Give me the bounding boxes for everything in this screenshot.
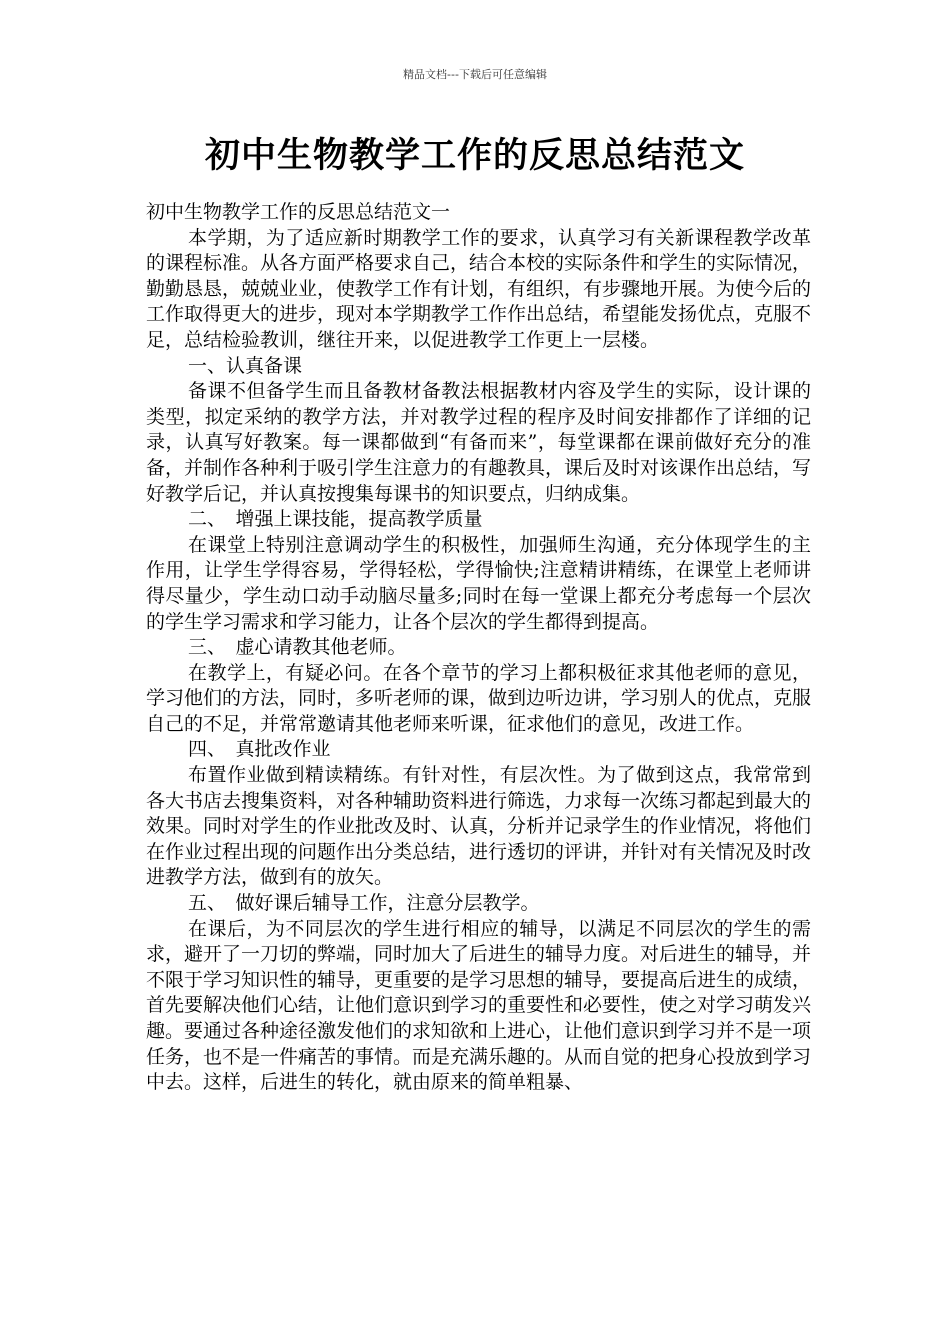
section-heading-1: 一、认真备课 [188,354,303,377]
section-heading-5: 五、 做好课后辅导工作，注意分层教学。 [188,892,540,915]
section-paragraph-1: 备课不但备学生而且备教材备教法根据教材内容及学生的实际，设计课的类型，拟定采纳的教学方法，并对教学过程的程序及时间安排都作了详细的记录，认真写好教案。每一课都做到“有备而来”，每堂课都在课前做好充分的准备，并制作各种利于吸引学生注意力的有趣教具，课后及时对该课作出总结，写好教学后记，并认真按搜集每课书的知识要点，归纳成集。 [146,380,812,505]
intro-paragraph: 本学期，为了适应新时期教学工作的要求，认真学习有关新课程教学改革的课程标准。从各方面严格要求自己，结合本校的实际条件和学生的实际情况，勤勤恳恳，兢兢业业，使教学工作有计划，有组织，有步骤地开展。为使今后的工作取得更大的进步，现对本学期教学工作作出总结，希望能发扬优点，克服不足，总结检验教训，继往开来，以促进教学工作更上一层楼。 [146,226,812,351]
section-heading-4: 四、 真批改作业 [188,738,331,761]
section-paragraph-2: 在课堂上特别注意调动学生的积极性，加强师生沟通，充分体现学生的主作用，让学生学得容易，学得轻松，学得愉快;注意精讲精练，在课堂上老师讲得尽量少，学生动口动手动脑尽量多;同时在每一堂课上都充分考虑每一个层次的学生学习需求和学习能力，让各个层次的学生都得到提高。 [146,533,811,633]
document-body [146,200,811,1096]
section-heading-2: 二、 增强上课技能，提高教学质量 [188,508,483,531]
document-subtitle: 初中生物教学工作的反思总结范文一 [146,201,451,223]
section-heading-3: 三、 虚心请教其他老师。 [188,636,407,659]
document-title: 初中生物教学工作的反思总结范文 [204,136,745,176]
section-paragraph-3: 在教学上，有疑必问。在各个章节的学习上都积极征求其他老师的意见，学习他们的方法，同时，多听老师的课，做到边听边讲，学习别人的优点，克服自己的不足，并常常邀请其他老师来听课，征求他们的意见，改进工作。 [146,661,812,735]
section-paragraph-5: 在课后，为不同层次的学生进行相应的辅导，以满足不同层次的学生的需求，避开了一刀切的弊端，同时加大了后进生的辅导力度。对后进生的辅导，并不限于学习知识性的辅导，更重要的是学习思想的辅导，要提高后进生的成绩，首先要解决他们心结，让他们意识到学习的重要性和必要性，使之对学习萌发兴趣。要通过各种途径激发他们的求知欲和上进心，让他们意识到学习并不是一项任务，也不是一件痛苦的事情。而是充满乐趣的。从而自觉的把身心投放到学习中去。这样，后进生的转化，就由原来的简单粗暴、 [146,917,812,1094]
section-paragraph-4: 布置作业做到精读精练。有针对性，有层次性。为了做到这点，我常常到各大书店去搜集资料，对各种辅助资料进行筛选，力求每一次练习都起到最大的效果。同时对学生的作业批改及时、认真，分析并记录学生的作业情况，将他们在作业过程出现的问题作出分类总结，进行透切的评讲，并针对有关情况及时改进教学方法，做到有的放矢。 [146,764,812,889]
header-note: 精品文档---下载后可任意编辑 [403,68,547,81]
